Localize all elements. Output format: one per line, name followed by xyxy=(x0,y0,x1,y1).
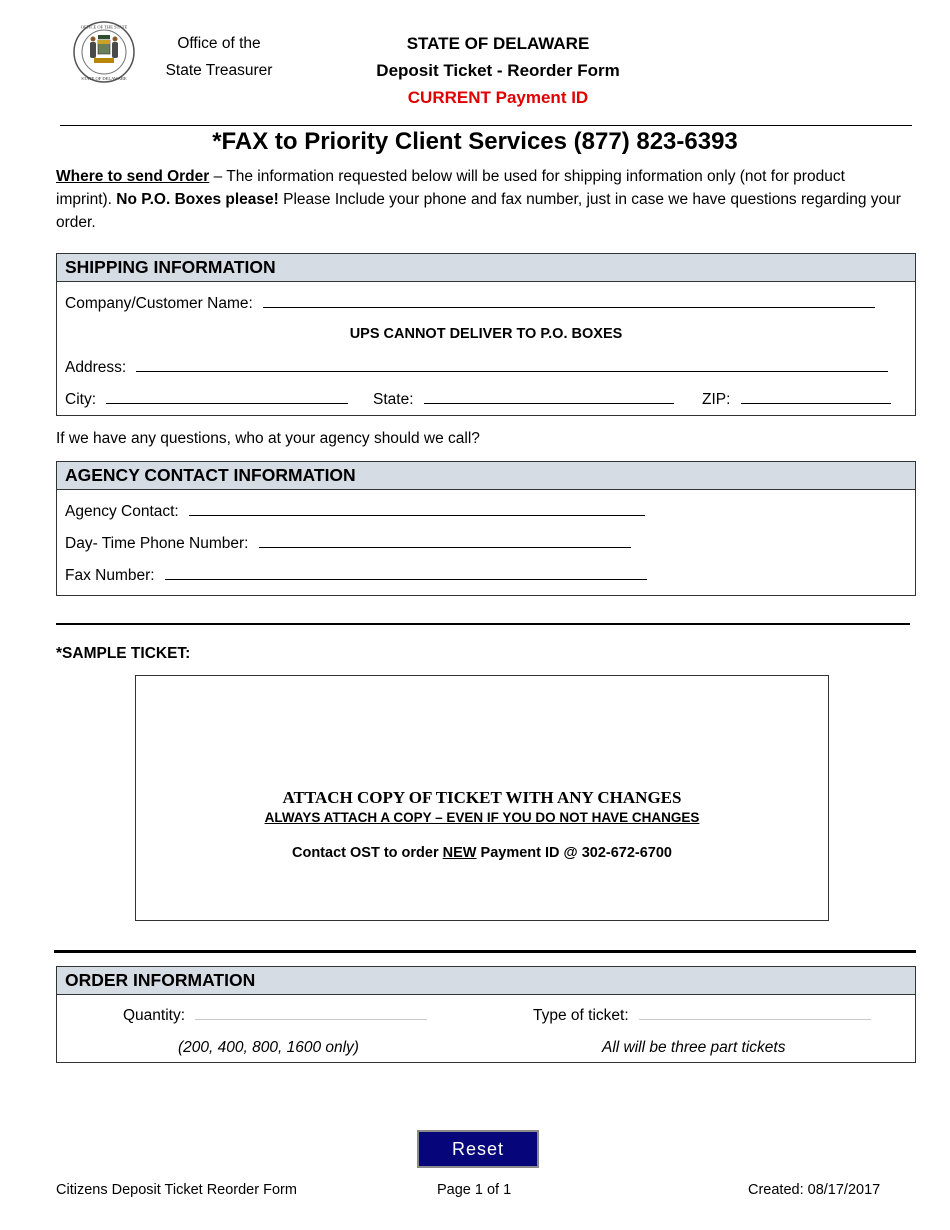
state-label: State: xyxy=(373,391,414,408)
always-attach-text: ALWAYS ATTACH A COPY – EVEN IF YOU DO NOT HAVE CHANGES xyxy=(264,810,700,825)
form-header-title xyxy=(318,30,678,111)
phone-field[interactable] xyxy=(259,534,631,548)
phone-label: Day- Time Phone Number: xyxy=(65,535,249,552)
quantity-field[interactable] xyxy=(195,1006,427,1020)
contact-ost-note xyxy=(136,845,828,861)
footer-form-name: Citizens Deposit Ticket Reorder Form xyxy=(56,1182,297,1198)
address-label: Address: xyxy=(65,359,127,376)
reset-button[interactable]: Reset xyxy=(417,1130,539,1168)
address-field[interactable] xyxy=(136,358,888,372)
office-line-1: Office of the xyxy=(177,35,261,52)
order-section xyxy=(56,966,916,1063)
quantity-note: (200, 400, 800, 1600 only) xyxy=(178,1039,359,1056)
city-label: City: xyxy=(65,391,96,408)
office-line-2: State Treasurer xyxy=(165,62,273,79)
city-field[interactable] xyxy=(106,390,348,404)
footer-created-date: Created: 08/17/2017 xyxy=(748,1182,881,1198)
phone-row xyxy=(65,534,631,553)
no-po-boxes-note: No P.O. Boxes please! xyxy=(116,191,279,208)
state-name: STATE OF DELAWARE xyxy=(406,34,590,53)
office-name xyxy=(144,30,294,84)
section-divider xyxy=(56,623,910,625)
agency-section xyxy=(56,461,916,596)
zip-field[interactable] xyxy=(741,390,891,404)
agency-contact-label: Agency Contact: xyxy=(65,503,179,520)
ticket-type-label: Type of ticket: xyxy=(533,1007,629,1024)
company-field[interactable] xyxy=(263,294,875,308)
intro-text-2: Please Include your phone and fax number, just in case we have questions regarding your order. xyxy=(56,191,901,231)
agency-contact-field[interactable] xyxy=(189,502,645,516)
fax-instruction: *FAX to Priority Client Services (877) 823-6393 xyxy=(212,128,738,155)
attach-copy-heading: ATTACH COPY OF TICKET WITH ANY CHANGES xyxy=(282,788,682,807)
shipping-section-title: SHIPPING INFORMATION xyxy=(57,254,915,282)
state-seal-logo xyxy=(72,20,136,84)
where-to-send-label: Where to send Order xyxy=(56,168,210,185)
form-title: Deposit Ticket - Reorder Form xyxy=(376,61,620,80)
ticket-type-note: All will be three part tickets xyxy=(602,1039,786,1056)
quantity-row xyxy=(123,1006,427,1025)
fax-number-row xyxy=(65,566,647,585)
zip-label: ZIP: xyxy=(702,391,731,408)
agency-section-title: AGENCY CONTACT INFORMATION xyxy=(57,462,915,490)
ups-note: UPS CANNOT DELIVER TO P.O. BOXES xyxy=(349,326,623,342)
state-field[interactable] xyxy=(424,390,674,404)
intro-text-1: – The information requested below will be used for shipping information only (not for product imprint). xyxy=(56,168,845,208)
order-divider xyxy=(54,950,916,953)
payment-id-label: CURRENT Payment ID xyxy=(407,88,589,107)
city-row xyxy=(65,390,348,409)
fax-number-label: Fax Number: xyxy=(65,567,155,584)
sample-ticket-label: *SAMPLE TICKET: xyxy=(56,645,191,662)
state-row xyxy=(373,390,674,409)
always-attach-note xyxy=(136,810,828,825)
address-row xyxy=(65,358,888,377)
contact-post: Payment ID @ 302-672-6700 xyxy=(476,845,672,861)
sample-ticket-box xyxy=(135,675,829,921)
agency-contact-row xyxy=(65,502,645,521)
company-label: Company/Customer Name: xyxy=(65,295,253,312)
svg-text:STATE OF DELAWARE: STATE OF DELAWARE xyxy=(81,76,127,81)
shipping-section xyxy=(56,253,916,416)
company-row xyxy=(65,294,875,313)
agency-question: If we have any questions, who at your agency should we call? xyxy=(56,430,480,447)
ticket-type-row xyxy=(533,1006,871,1025)
quantity-label: Quantity: xyxy=(123,1007,186,1024)
zip-row xyxy=(702,390,891,409)
intro-paragraph xyxy=(56,165,901,234)
svg-text:OFFICE OF THE STATE: OFFICE OF THE STATE xyxy=(80,24,128,30)
contact-new: NEW xyxy=(442,845,477,861)
contact-pre: Contact OST to order xyxy=(292,845,443,861)
header-divider xyxy=(60,125,912,126)
order-section-title: ORDER INFORMATION xyxy=(57,967,915,995)
fax-number-field[interactable] xyxy=(165,566,647,580)
ticket-type-field[interactable] xyxy=(639,1006,871,1020)
footer-page-number: Page 1 of 1 xyxy=(437,1182,512,1198)
